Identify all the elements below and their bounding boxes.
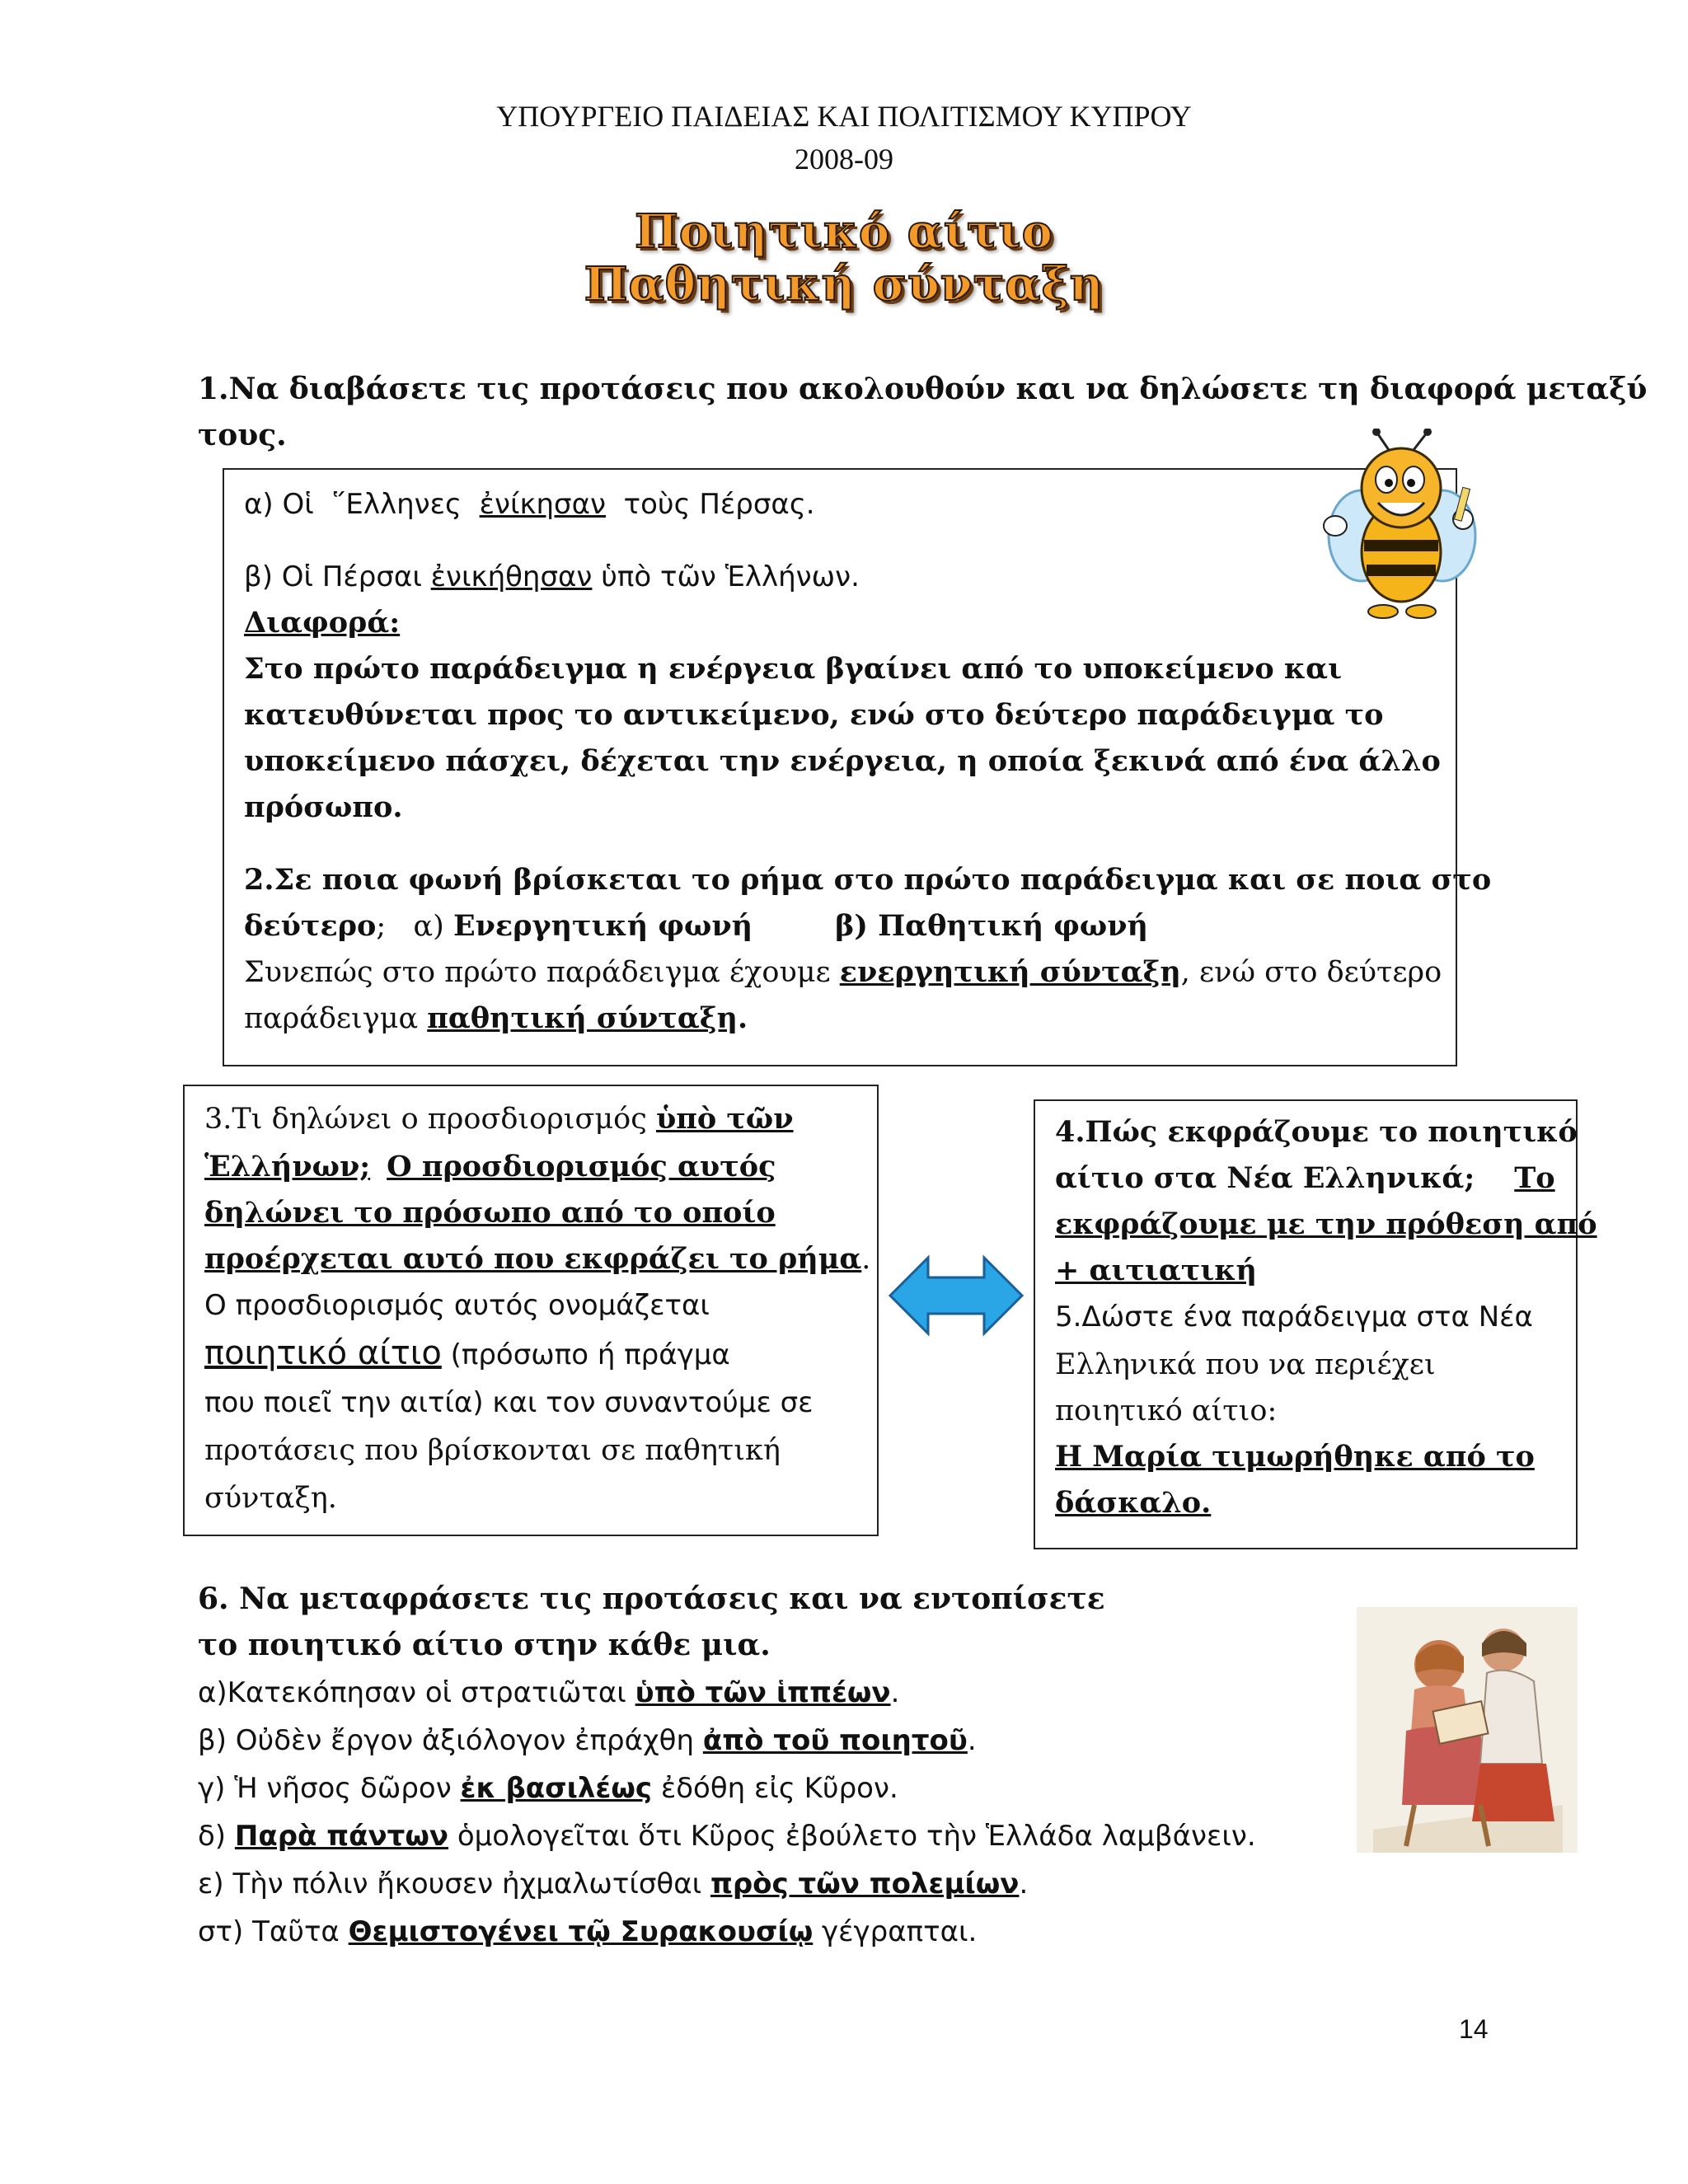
q1-diff-line-3: υποκείμενο πάσχει, δέχεται την ενέργεια, η οποία ξεκινά από ένα άλλο — [244, 744, 1441, 778]
q6-item-agent: ἐκ βασιλέως — [460, 1772, 653, 1805]
q3-line-2 — [204, 1144, 776, 1190]
q6-prompt-line-2: το ποιητικό αίτιο στην κάθε μια. — [198, 1628, 771, 1662]
header-year: 2008-09 — [795, 143, 893, 176]
q3-line-3: δηλώνει το πρόσωπο από το οποίο — [204, 1196, 776, 1230]
q3-l1-term: ὑπὸ τῶν — [655, 1102, 794, 1136]
title-line-1: Ποιητικό αίτιο — [635, 204, 1053, 259]
q5-answer-line-1: Η Μαρία τιμωρήθηκε από το — [1055, 1440, 1535, 1474]
q2-line-2 — [244, 903, 1148, 949]
ancient-teacher-illustration — [1357, 1607, 1578, 1853]
q3-line-7: που ποιεῖ την αιτία) και τον συναντούμε σε — [204, 1386, 814, 1419]
q4-line-1: 4.Πώς εκφράζουμε το ποιητικό — [1055, 1115, 1578, 1149]
q6-item-post: ὁμολογεῖται ὅτι Κῦρος ἐβούλετο τὴν Ἑλλάδα λαμβάνειν. — [448, 1820, 1256, 1853]
q6-item — [198, 1861, 1028, 1907]
q3-l1-start: 3.Τι δηλώνει ο προσδιορισμός — [204, 1103, 656, 1136]
q1-b-verb: ἐνικήθησαν — [430, 560, 593, 593]
q6-item-agent: Θεμιστογένει τῷ Συρακουσίῳ — [348, 1915, 814, 1948]
q4-line-4: + αιτιατική — [1055, 1254, 1257, 1287]
q2-line-1: 2.Σε ποια φωνή βρίσκεται το ρήμα στο πρώτο παράδειγμα και σε ποια στο — [244, 863, 1492, 897]
q3-l4-end: . — [861, 1243, 871, 1276]
q1-a-prefix: α) Οἱ ῞Ελληνες — [244, 488, 480, 521]
header-ministry: ΥΠΟΥΡΓΕΙΟ ΠΑΙΔΕΙΑΣ ΚΑΙ ΠΟΛΙΤΙΣΜΟΥ ΚΥΠΡΟΥ — [496, 100, 1192, 133]
q3-line-8: προτάσεις που βρίσκονται σε παθητική — [204, 1434, 781, 1467]
q6-item — [198, 1670, 899, 1716]
q1-b-suffix: ὑπὸ τῶν Ἑλλήνων. — [592, 560, 860, 593]
q6-item — [198, 1718, 977, 1764]
q6-item-post: γέγραπται. — [813, 1915, 978, 1948]
q6-item — [198, 1909, 977, 1955]
q1-diff-line-1: Στο πρώτο παράδειγμα η ενέργεια βγαίνει από το υποκείμενο και — [244, 652, 1343, 686]
q2-line2-start: δεύτερο — [244, 909, 377, 943]
q2-line3-end: , ενώ στο δεύτερο — [1180, 956, 1442, 989]
q6-item-pre: γ) Ἡ νῆσος δῶρον — [198, 1772, 461, 1805]
q1-a-verb: ἐνίκησαν — [479, 488, 607, 521]
q6-item-agent: ὑπὸ τῶν ἱππέων — [635, 1676, 891, 1709]
q3-line-1 — [204, 1096, 794, 1142]
q6-item-pre: ε) Τὴν πόλιν ἤκουσεν ἠχμαλωτίσθαι — [198, 1868, 710, 1900]
double-arrow-icon — [887, 1254, 1025, 1337]
q2-line3-start: Συνεπώς στο πρώτο παράδειγμα έχουμε — [244, 956, 840, 989]
q3-l2-term: Ἑλλήνων; — [204, 1150, 371, 1183]
q6-item-post: . — [890, 1676, 900, 1709]
q1-a-suffix: τοὺς Πέρσας. — [606, 488, 815, 521]
q6-item-post: . — [967, 1724, 977, 1757]
q6-item-pre: δ) — [198, 1820, 235, 1853]
q1-diff-label: Διαφορά: — [244, 606, 401, 640]
q1-prompt-line-2: τους. — [198, 418, 287, 452]
q6-item-agent: πρὸς τῶν πολεμίων — [710, 1868, 1020, 1900]
q1-diff-line-2: κατευθύνεται προς το αντικείμενο, ενώ στο δεύτερο παράδειγμα το — [244, 698, 1384, 732]
q2-line-4 — [244, 996, 748, 1042]
q1-sentence-b — [244, 554, 860, 600]
q4-line-2 — [1055, 1155, 1555, 1202]
q1-sentence-a — [244, 481, 815, 527]
q1-prompt-line-1: 1.Να διαβάσετε τις προτάσεις που ακολουθούν και να δηλώσετε τη διαφορά μεταξύ — [198, 372, 1648, 406]
q3-line-4 — [204, 1236, 870, 1282]
q1-diff-line-4: πρόσωπο. — [244, 790, 403, 824]
q4-line-3: εκφράζουμε με την πρόθεση από — [1055, 1207, 1597, 1241]
q6-item-pre: β) Οὐδὲν ἔργον ἀξιόλογον ἐπράχθη — [198, 1724, 703, 1757]
q3-l6-term: ποιητικό αίτιο — [204, 1334, 442, 1372]
q5-line-1: 5.Δώστε ένα παράδειγμα στα Νέα — [1055, 1301, 1533, 1333]
title-line-2: Παθητική σύνταξη — [584, 257, 1104, 312]
q3-line-9: σύνταξη. — [204, 1482, 337, 1515]
q5-line-2: Ελληνικά που να περιέχει — [1055, 1348, 1436, 1381]
q2-line4-end: . — [737, 1001, 748, 1035]
q6-item — [198, 1813, 1256, 1859]
q6-item — [198, 1765, 898, 1811]
q3-line-6 — [204, 1330, 730, 1378]
q3-line-5: Ο προσδιορισμός αυτός ονομάζεται — [204, 1289, 710, 1322]
q3-l6-end: (πρόσωπο ή πράγμα — [441, 1338, 730, 1371]
q1-b-prefix: β) Οἱ Πέρσαι — [244, 560, 431, 593]
q2-line-3 — [244, 949, 1442, 996]
q6-item-pre: α)Κατεκόπησαν οἱ στρατιῶται — [198, 1676, 635, 1709]
q5-answer-line-2: δάσκαλο. — [1055, 1486, 1212, 1520]
q6-item-post: . — [1019, 1868, 1029, 1900]
q2-line2-mid: ; α) — [376, 910, 453, 943]
q3-l2-answer: Ο προσδιορισμός αυτός — [387, 1150, 776, 1183]
q2-answer-a: Ενεργητική φωνή — [452, 909, 753, 943]
q5-line-3: ποιητικό αίτιο: — [1055, 1394, 1278, 1427]
q6-prompt-line-1: 6. Να μεταφράσετε τις προτάσεις και να εντοπίσετε — [198, 1582, 1105, 1616]
q2-answer-b: β) Παθητική φωνή — [835, 909, 1148, 943]
q6-item-agent: ἀπὸ τοῦ ποιητοῦ — [702, 1724, 968, 1757]
q2-passive-syntax: παθητική σύνταξη — [427, 1001, 738, 1035]
q2-active-syntax: ενεργητική σύνταξη — [839, 955, 1181, 989]
q4-l2-answer: Το — [1514, 1161, 1555, 1195]
page-number: 14 — [1459, 2014, 1489, 2044]
q3-l4: προέρχεται αυτό που εκφράζει το ρήμα — [204, 1242, 862, 1276]
q6-item-pre: στ) Ταῦτα — [198, 1915, 349, 1948]
bee-mascot-icon — [1319, 429, 1484, 635]
q2-line4-start: παράδειγμα — [244, 1002, 428, 1035]
q6-item-post: ἐδόθη εἰς Κῦρον. — [652, 1772, 898, 1805]
q4-l2: αίτιο στα Νέα Ελληνικά; — [1055, 1161, 1475, 1195]
q6-item-agent: Παρὰ πάντων — [234, 1820, 449, 1853]
